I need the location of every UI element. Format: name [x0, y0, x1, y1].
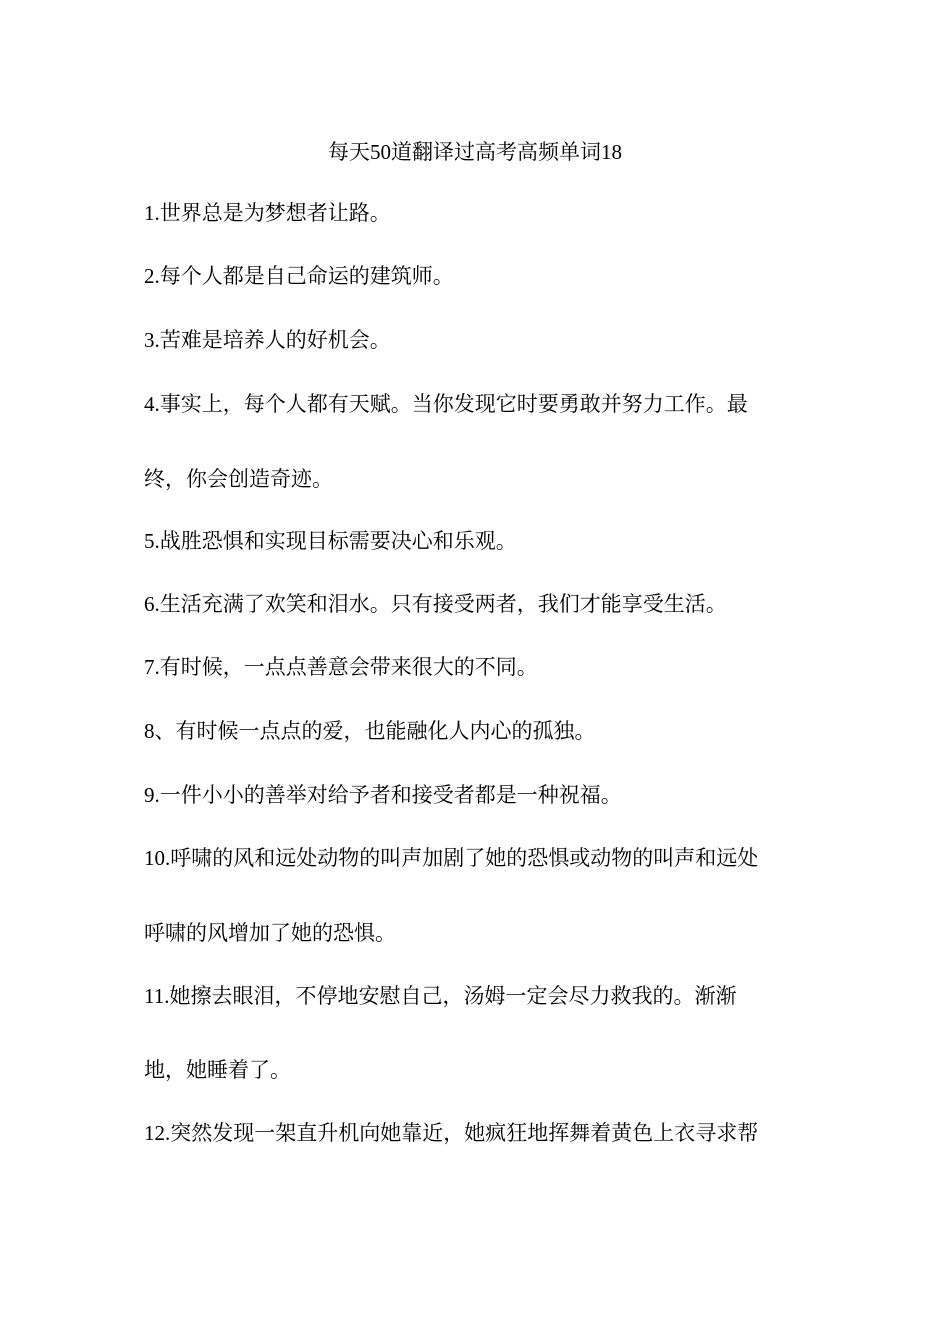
- item-11-line-2: 地，她睡着了。: [144, 1058, 291, 1082]
- item-10-line-1: 10.呼啸的风和远处动物的叫声加剧了她的恐惧或动物的叫声和远处: [144, 846, 759, 870]
- document-title: 每天50道翻译过高考高频单词18: [328, 140, 622, 164]
- item-10-line-2: 呼啸的风增加了她的恐惧。: [144, 921, 396, 945]
- item-6-line-1: 6.生活充满了欢笑和泪水。只有接受两者，我们才能享受生活。: [144, 592, 727, 616]
- item-7-line-1: 7.有时候，一点点善意会带来很大的不同。: [144, 655, 538, 679]
- item-4-line-2: 终，你会创造奇迹。: [144, 467, 333, 491]
- item-4-line-1: 4.事实上，每个人都有天赋。当你发现它时要勇敢并努力工作。最: [144, 392, 748, 416]
- item-12-line-1: 12.突然发现一架直升机向她靠近，她疯狂地挥舞着黄色上衣寻求帮: [144, 1121, 759, 1145]
- item-3-line-1: 3.苦难是培养人的好机会。: [144, 328, 391, 352]
- item-9-line-1: 9.一件小小的善举对给予者和接受者都是一种祝福。: [144, 783, 622, 807]
- item-11-line-1: 11.她擦去眼泪，不停地安慰自己，汤姆一定会尽力救我的。渐渐: [144, 984, 737, 1008]
- item-2-line-1: 2.每个人都是自己命运的建筑师。: [144, 264, 454, 288]
- item-8-line-1: 8、有时候一点点的爱，也能融化人内心的孤独。: [144, 719, 596, 743]
- item-5-line-1: 5.战胜恐惧和实现目标需要决心和乐观。: [144, 529, 517, 553]
- item-1-line-1: 1.世界总是为梦想者让路。: [144, 201, 391, 225]
